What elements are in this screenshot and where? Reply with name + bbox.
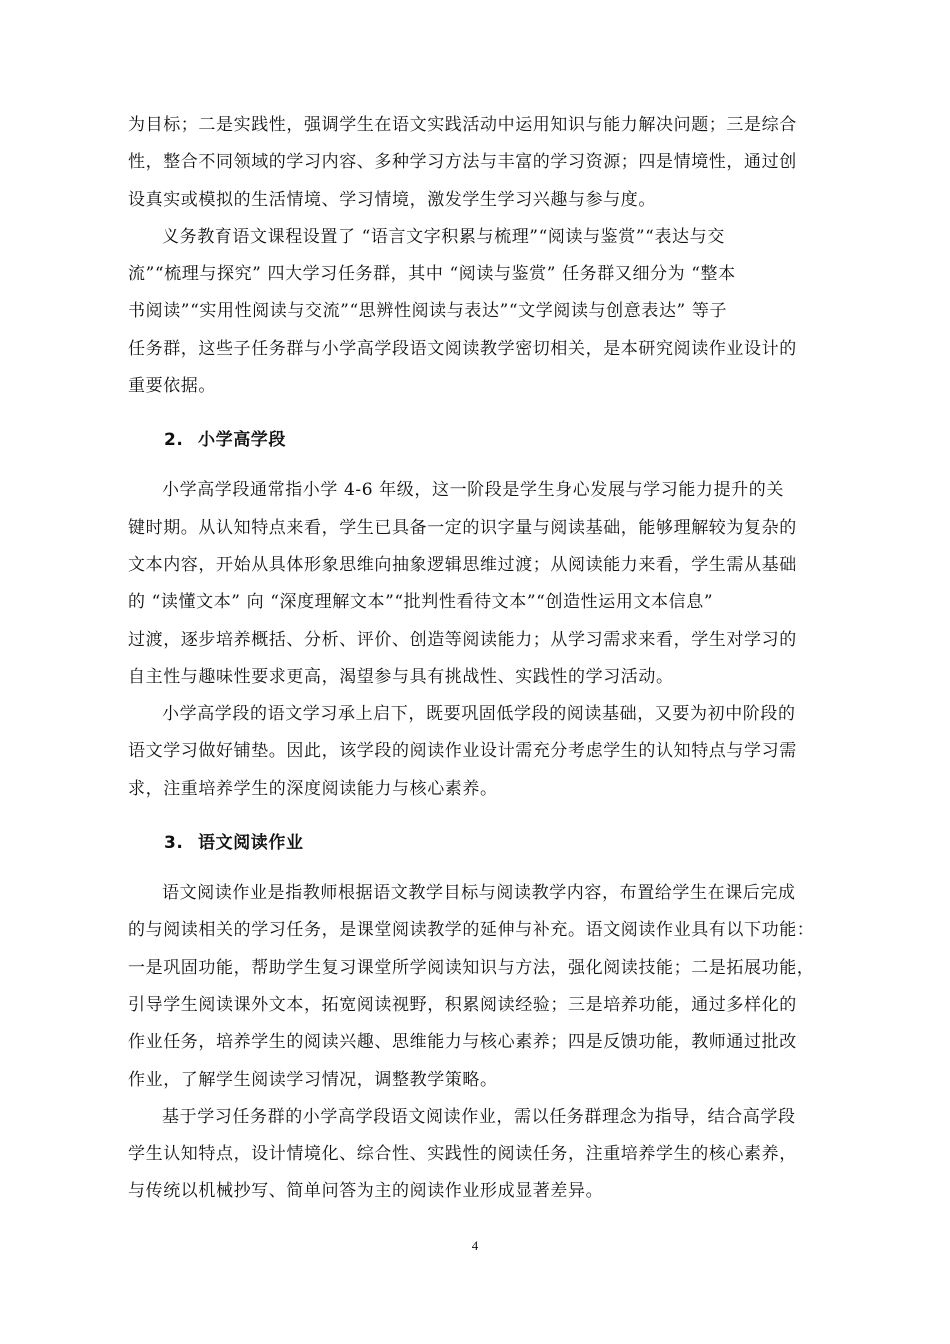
paragraph-homework-task-groups: 基于学习任务群的小学高学段语文阅读作业，需以任务群理念为指导，结合高学段 学生认知特点，设计情境化、综合性、实践性的阅读任务，注重培养学生的核心素养， 与传统以机械抄写、简单问答为主的阅读作业形成显著差异。	[128, 1106, 797, 1202]
page-number: 4	[471, 1238, 479, 1253]
paragraph-upper-grades-role: 小学高学段的语文学习承上启下，既要巩固低学段的阅读基础，又要为初中阶段的 语文学习做好铺垫。因此，该学段的阅读作业设计需充分考虑学生的认知特点与学习需 求，注重培养学生的深度阅读能力与核心素养。	[128, 704, 797, 799]
section-number: 2.	[164, 430, 184, 451]
paragraph-task-groups: 义务教育语文课程设置了 “语言文字积累与梳理”“阅读与鉴赏”“表达与交 流”“梳理与探究” 四大学习任务群，其中 “阅读与鉴赏” 任务群又细分为 “整本 书阅读”“实用性阅读与交流”“思辨性阅读与表达”“文学阅读与创意表达” 等子 任务群，这些子任务群与小学高学段语文阅读教学密切相关，是本研究阅读作业设计的 重要依据。	[128, 226, 797, 397]
section-title: 小学高学段	[198, 430, 286, 451]
paragraph-homework-definition: 语文阅读作业是指教师根据语文教学目标与阅读教学内容，布置给学生在课后完成 的与阅读相关的学习任务，是课堂阅读教学的延伸与补充。语文阅读作业具有以下功能： 一是巩固功能，帮助学生复习课堂所学阅读知识与方法，强化阅读技能；二是拓展功能， 引导学生阅读课外文本，拓宽阅读视野，积累阅读经验；三是培养功能，通过多样化的 作业任务，培养学生的阅读兴趣、思维能力与核心素养；四是反馈功能，教师通过批改 作业，了解学生阅读学习情况，调整教学策略。	[128, 883, 815, 1090]
section-heading-upper-grades	[128, 426, 858, 454]
paragraph-upper-grades-definition: 小学高学段通常指小学 4-6 年级，这一阶段是学生身心发展与学习能力提升的关 键时期。从认知特点来看，学生已具备一定的识字量与阅读基础，能够理解较为复杂的 文本内容，开始从具体形象思维向抽象逻辑思维过渡；从阅读能力来看，学生需从基础 的 “读懂文本” 向 “深度理解文本”“批判性看待文本”“创造性运用文本信息” 过渡，逐步培养概括、分析、评价、创造等阅读能力；从学习需求来看，学生对学习的 自主性与趣味性要求更高，渴望参与具有挑战性、实践性的学习活动。	[128, 480, 797, 687]
section-heading-reading-homework	[128, 829, 858, 857]
paragraph-continuation: 为目标；二是实践性，强调学生在语文实践活动中运用知识与能力解决问题；三是综合 性，整合不同领域的学习内容、多种学习方法与丰富的学习资源；四是情境性，通过创 设真实或模拟的生活情境、学习情境，激发学生学习兴趣与参与度。	[128, 115, 797, 210]
section-number: 3.	[164, 833, 184, 854]
section-title: 语文阅读作业	[198, 833, 304, 854]
page-body	[128, 107, 858, 1211]
